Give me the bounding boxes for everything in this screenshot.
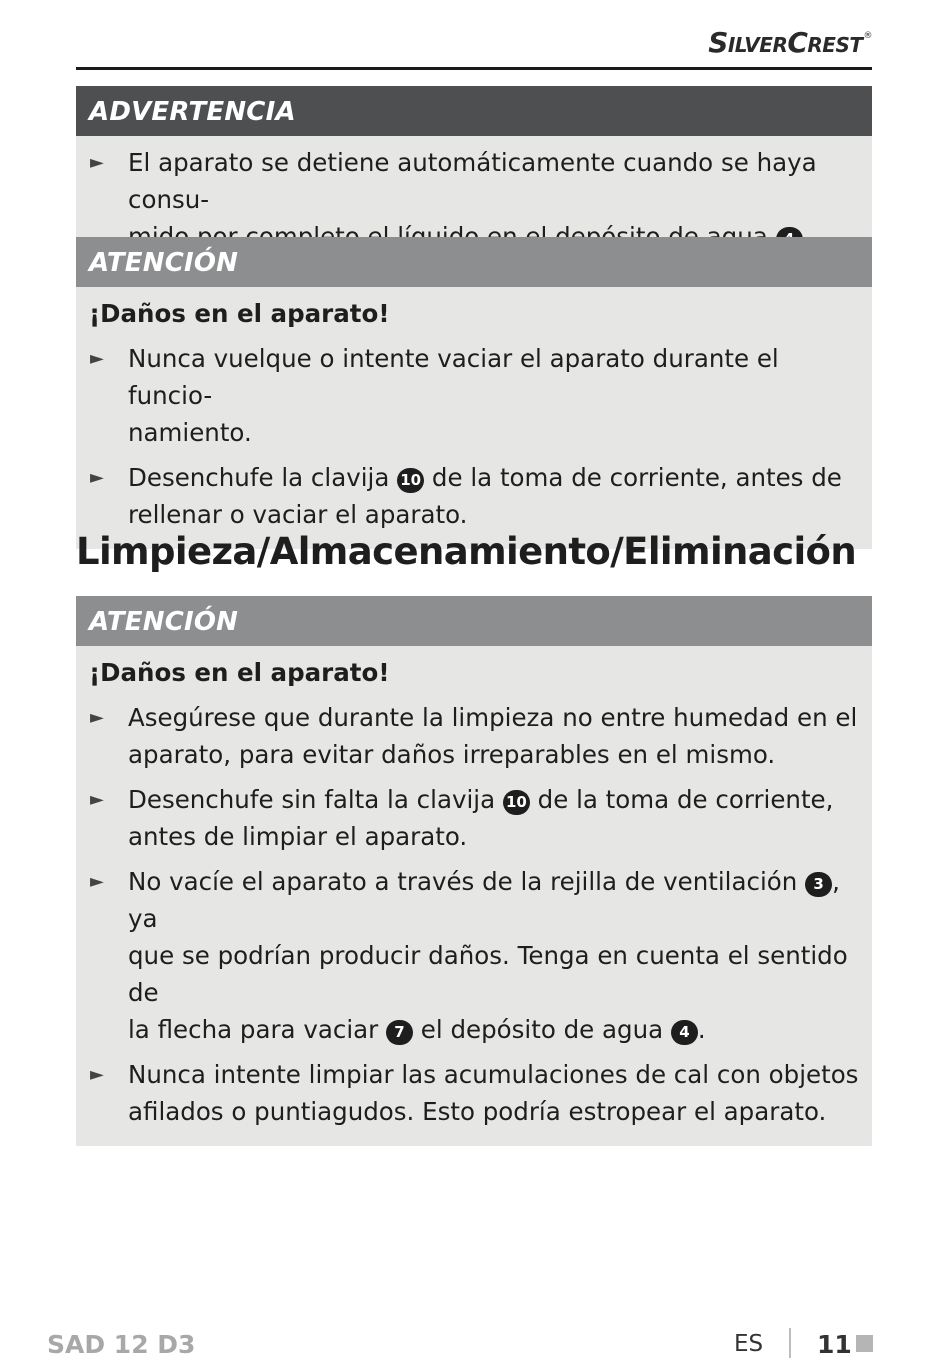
attention-subheading: ¡Daños en el aparato! bbox=[89, 658, 390, 687]
attention-box-1 bbox=[76, 237, 872, 549]
section-title: Limpieza/Almacenamiento/Eliminación bbox=[76, 530, 857, 573]
list-item: ► El aparato se detiene automáticamente cuando se haya consu- bbox=[76, 144, 872, 255]
list-item: ► No vacíe el aparato a través de la rejilla de ventilación 3 , ya que se podrían producir daños. Tenga en cuenta el sentido de la flecha para vaciar 7 el depósito de agua 4 . bbox=[76, 863, 872, 1048]
list-item: ► Asegúrese que durante la limpieza no entre humedad en el aparato, para evitar daños irreparables en el mismo. bbox=[76, 699, 872, 773]
list-item: ► Nunca vuelque o intente vaciar el aparato durante el funcio- namiento. bbox=[76, 340, 872, 451]
attention-heading: ATENCIÓN bbox=[76, 237, 872, 287]
attention-heading: ATENCIÓN bbox=[76, 596, 872, 646]
ref-number-badge: 10 bbox=[397, 468, 424, 493]
list-item: ► Desenchufe sin falta la clavija 10 de la toma de corriente, antes de limpiar el aparato. bbox=[76, 781, 872, 855]
square-marker-icon bbox=[856, 1335, 873, 1352]
ref-number-badge: 10 bbox=[503, 790, 530, 815]
ref-number-badge: 3 bbox=[805, 872, 832, 897]
footer-model: SAD 12 D3 bbox=[47, 1330, 196, 1359]
warning-heading: ADVERTENCIA bbox=[76, 86, 872, 136]
header-rule bbox=[76, 67, 872, 70]
bullet-arrow-icon: ► bbox=[90, 789, 104, 810]
page-number: 11 bbox=[817, 1330, 852, 1359]
footer-language: ES bbox=[734, 1331, 764, 1357]
brand-logo: SilverCrest® bbox=[708, 26, 872, 59]
attention-box-2 bbox=[76, 596, 872, 1146]
attention-subheading: ¡Daños en el aparato! bbox=[89, 299, 390, 328]
bullet-arrow-icon: ► bbox=[90, 467, 104, 488]
bullet-arrow-icon: ► bbox=[90, 1064, 104, 1085]
bullet-arrow-icon: ► bbox=[90, 348, 104, 369]
ref-number-badge: 7 bbox=[386, 1020, 413, 1045]
bullet-arrow-icon: ► bbox=[90, 707, 104, 728]
bullet-arrow-icon: ► bbox=[90, 871, 104, 892]
list-item: ► Nunca intente limpiar las acumulaciones de cal con objetos afilados o puntiagudos. Esto podría estropear el aparato. bbox=[76, 1056, 872, 1130]
bullet-arrow-icon: ► bbox=[90, 152, 104, 173]
list-item: ► Desenchufe la clavija 10 de la toma de corriente, antes de rellenar o vaciar el aparato. bbox=[76, 459, 872, 533]
ref-number-badge: 4 bbox=[671, 1020, 698, 1045]
footer-divider bbox=[789, 1328, 791, 1358]
